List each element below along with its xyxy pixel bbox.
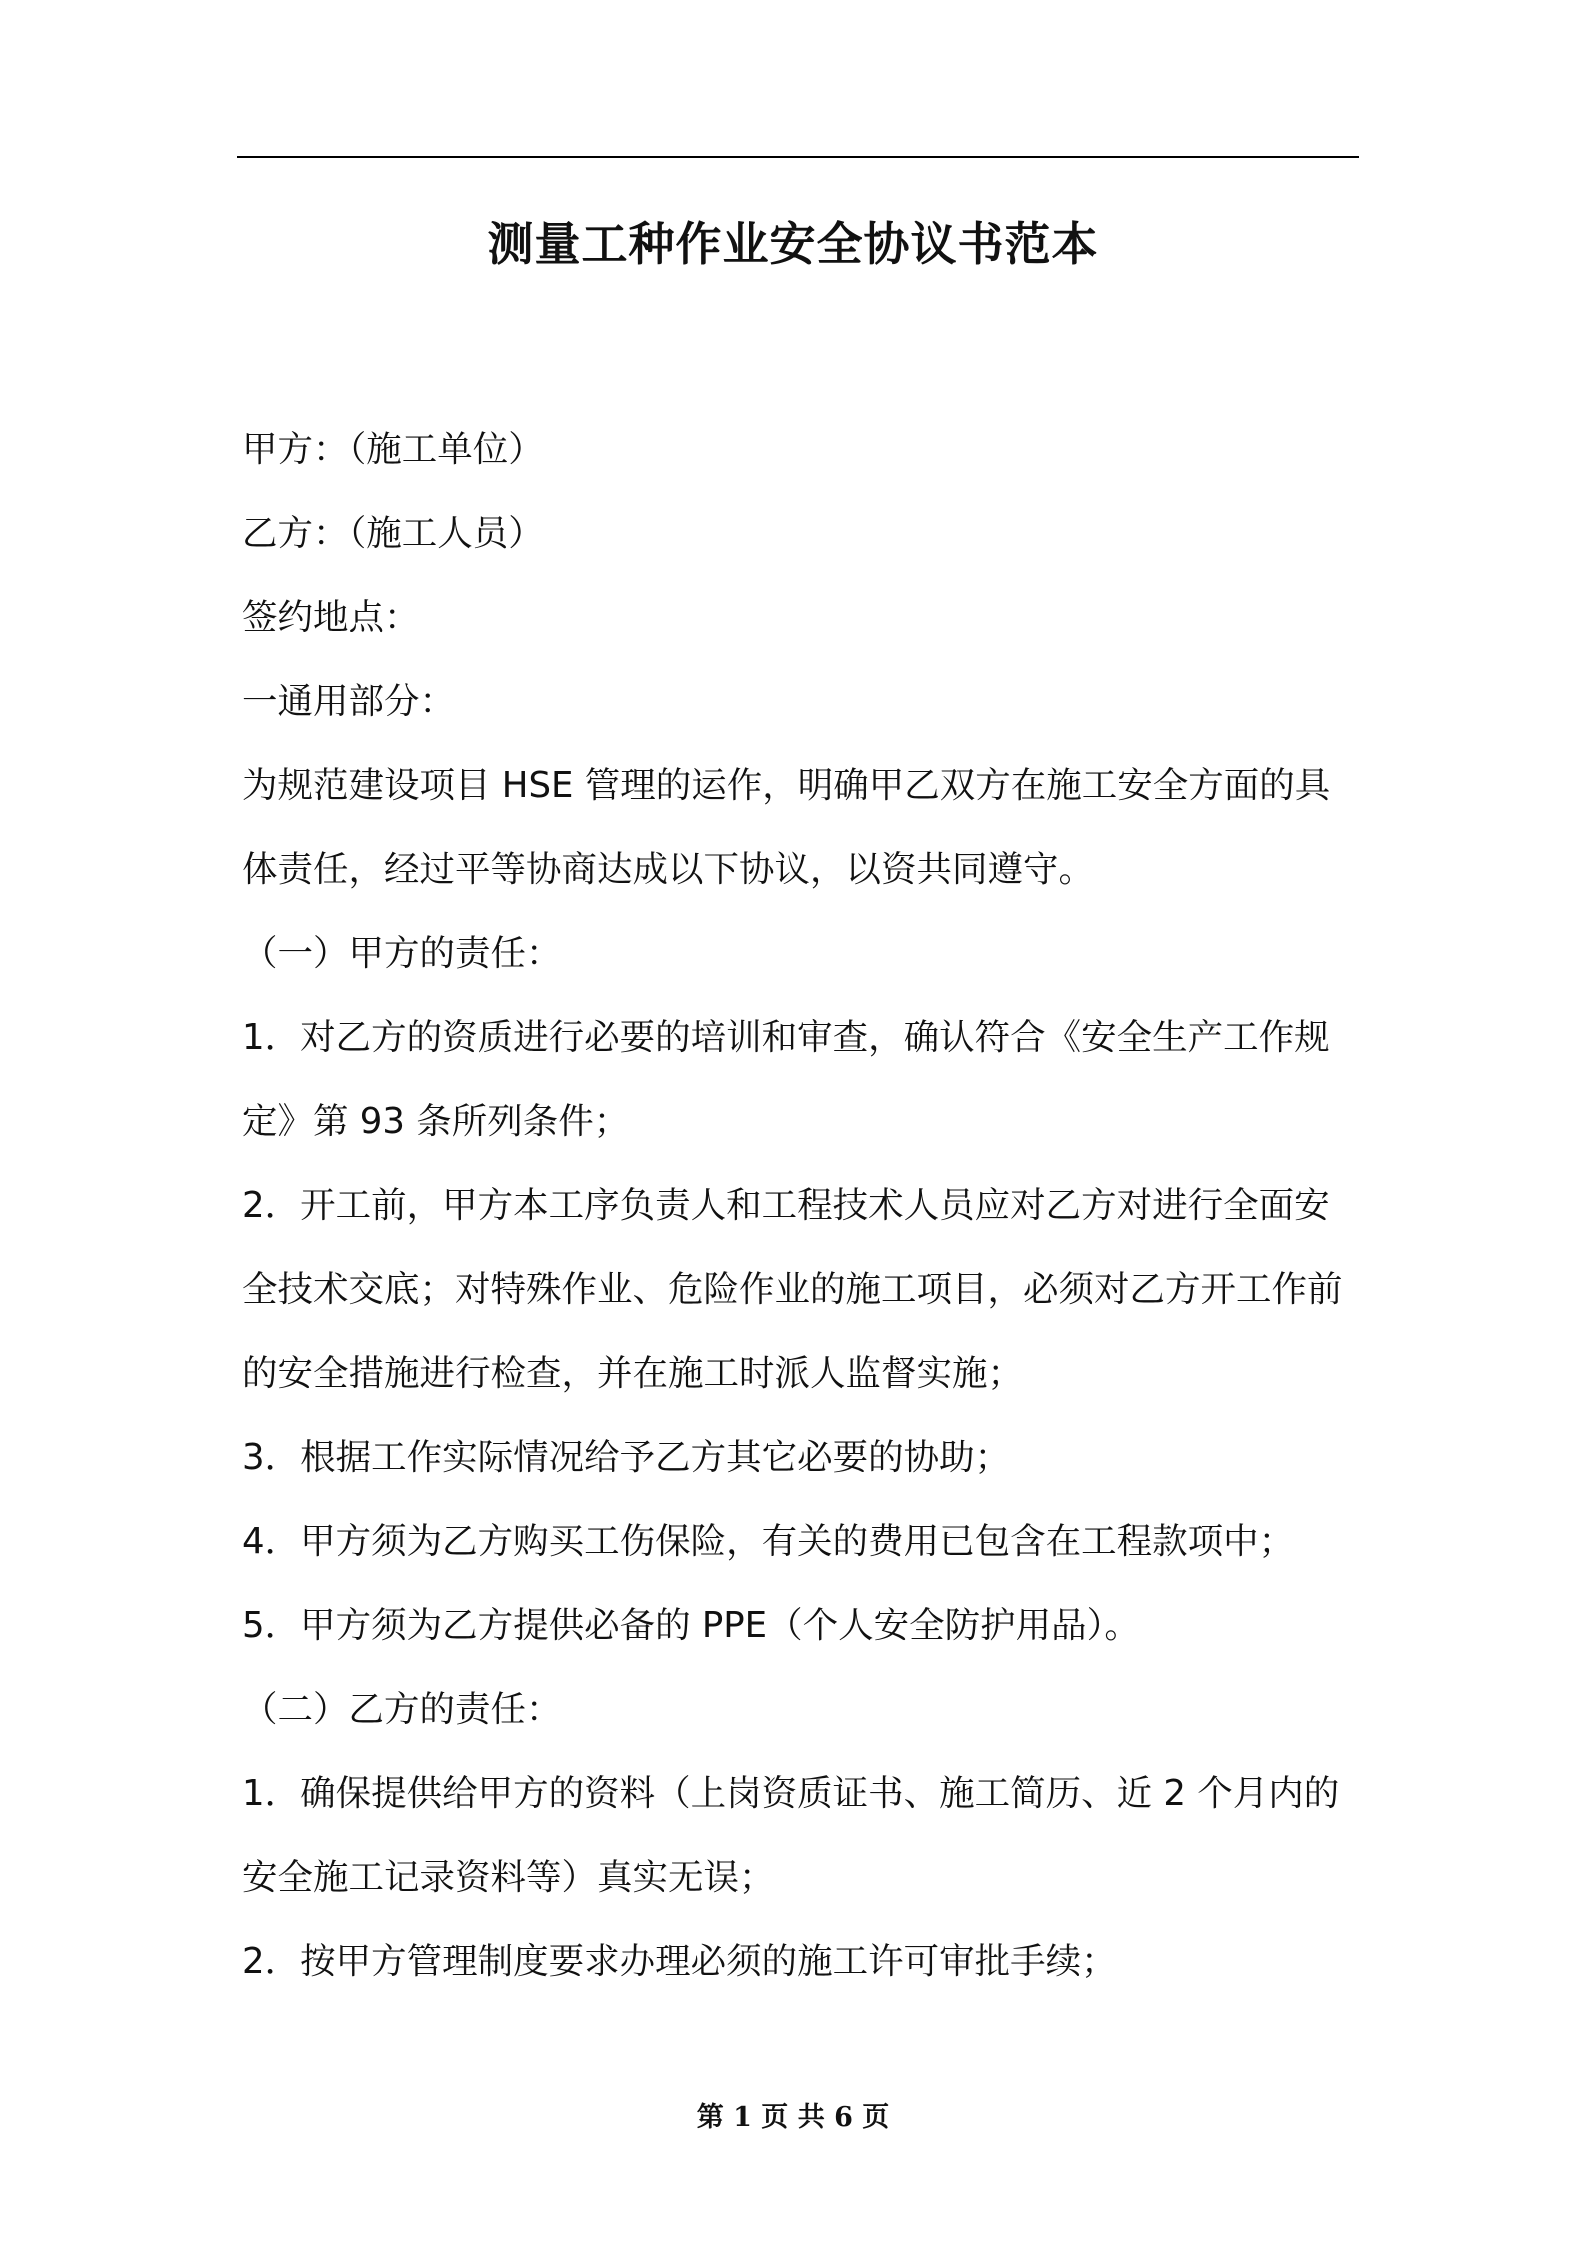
signing-place-line: 签约地点：	[242, 597, 420, 638]
party-a-duty-3: 3．根据工作实际情况给予乙方其它必要的协助；	[242, 1437, 1011, 1478]
party-a-duties-heading: （一）甲方的责任：	[242, 933, 562, 974]
party-a-duty-1: 1．对乙方的资质进行必要的培训和审查，确认符合《安全生产工作规定》第 93 条所列条件；	[242, 1017, 1330, 1142]
party-b-duty-1: 1．确保提供给甲方的资料（上岗资质证书、施工简历、近 2 个月内的安全施工记录资料等）真实无误；	[242, 1773, 1340, 1898]
document-body	[242, 408, 1360, 2004]
intro-paragraph: 为规范建设项目 HSE 管理的运作，明确甲乙双方在施工安全方面的具体责任，经过平等协商达成以下协议，以资共同遵守。	[242, 765, 1331, 890]
party-a-line: 甲方：（施工单位）	[242, 429, 544, 470]
party-a-duty-5: 5．甲方须为乙方提供必备的 PPE（个人安全防护用品）。	[242, 1605, 1140, 1646]
page-number-label: 第 1 页 共 6 页	[696, 2102, 890, 2133]
header-rule	[237, 156, 1359, 158]
party-a-duty-4: 4．甲方须为乙方购买工伤保险，有关的费用已包含在工程款项中；	[242, 1521, 1295, 1562]
party-b-line: 乙方：（施工人员）	[242, 513, 544, 554]
party-b-duty-2: 2．按甲方管理制度要求办理必须的施工许可审批手续；	[242, 1941, 1117, 1982]
party-b-duties-heading: （二）乙方的责任：	[242, 1689, 562, 1730]
general-section-heading: 一通用部分：	[242, 681, 456, 722]
page-footer	[0, 2098, 1586, 2138]
document-title: 测量工种作业安全协议书范本	[487, 217, 1099, 271]
party-a-duty-2: 2．开工前，甲方本工序负责人和工程技术人员应对乙方对进行全面安全技术交底；对特殊作业、危险作业的施工项目，必须对乙方开工作前的安全措施进行检查，并在施工时派人监督实施；	[242, 1185, 1343, 1394]
